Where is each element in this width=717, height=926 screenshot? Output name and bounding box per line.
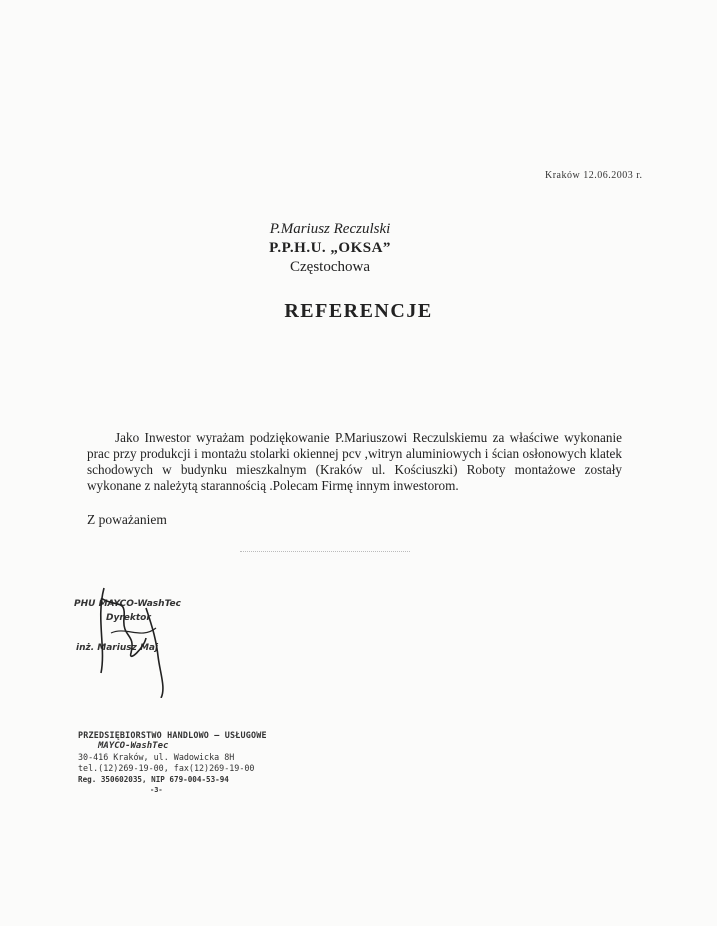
- letter-closing: Z poważaniem: [87, 512, 167, 527]
- stamp-line-1: PRZEDSIĘBIORSTWO HANDLOWO – USŁUGOWE: [78, 730, 267, 740]
- addressee-city: Częstochowa: [290, 259, 370, 275]
- signature-line-role: Dyrektor: [106, 613, 151, 623]
- stamp-line-2: MAYCO-WashTec: [98, 741, 169, 751]
- signature-line-name: inż. Mariusz Maj: [76, 643, 159, 653]
- letter-date: Kraków 12.06.2003 r.: [545, 170, 643, 181]
- addressee-block: [230, 220, 430, 277]
- signature-drawing: [66, 578, 266, 698]
- stamp-line-3: 30-416 Kraków, ul. Wadowicka 8H: [78, 752, 235, 762]
- letter-body: Jako Inwestor wyrażam podziękowanie P.Mariuszowi Reczulskiemu za właściwe wykonanie prac przy produkcji i montażu stolarki okiennej pcv ,witryn aluminiowych i ścian osłonowych klatek schodowych w budynku mieszkalnym (Kraków ul. Kościuszki) Roboty montażowe zostały wykonane z należytą starannością .Polecam Firmę innym inwestorom.: [87, 430, 622, 493]
- signature-stamp: [66, 578, 266, 698]
- stamp-line-4: tel.(12)269-19-00, fax(12)269-19-00: [78, 763, 255, 773]
- signature-line-company: PHU MAYCO-WashTec: [74, 599, 181, 609]
- addressee-firm: P.P.H.U. „OKSA”: [269, 240, 391, 256]
- company-stamp: [78, 730, 268, 796]
- signature-stroke: [111, 628, 156, 633]
- divider: [240, 551, 410, 552]
- stamp-line-5: Reg. 350602035, NIP 679-004-53-94: [78, 775, 229, 784]
- stamp-line-6: -3-: [150, 786, 163, 794]
- document-title: REFERENCJE: [284, 300, 433, 322]
- addressee-name: P.Mariusz Reczulski: [269, 221, 391, 237]
